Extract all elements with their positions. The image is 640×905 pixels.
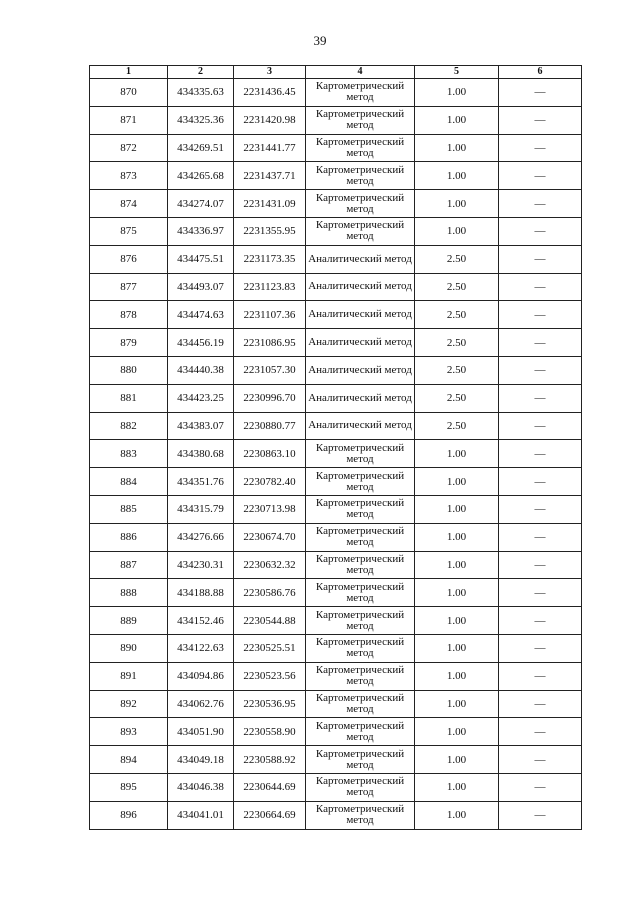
x-coordinate-cell: 434475.51 xyxy=(168,245,234,273)
table-row xyxy=(90,273,582,301)
accuracy-cell: 1.00 xyxy=(415,440,499,468)
table-row xyxy=(90,579,582,607)
method-cell: Картометрический метод xyxy=(306,607,415,635)
y-coordinate-cell: 2230544.88 xyxy=(234,607,306,635)
note-cell: — xyxy=(499,718,582,746)
y-coordinate-cell: 2230586.76 xyxy=(234,579,306,607)
table-row xyxy=(90,217,582,245)
note-cell: — xyxy=(499,523,582,551)
accuracy-cell: 1.00 xyxy=(415,801,499,829)
method-cell: Картометрический метод xyxy=(306,801,415,829)
accuracy-cell: 1.00 xyxy=(415,690,499,718)
accuracy-cell: 2.50 xyxy=(415,384,499,412)
table-row xyxy=(90,79,582,107)
method-cell: Картометрический метод xyxy=(306,106,415,134)
point-number-cell: 883 xyxy=(90,440,168,468)
point-number-cell: 877 xyxy=(90,273,168,301)
accuracy-cell: 1.00 xyxy=(415,718,499,746)
note-cell: — xyxy=(499,162,582,190)
table-row xyxy=(90,495,582,523)
note-cell: — xyxy=(499,384,582,412)
accuracy-cell: 1.00 xyxy=(415,607,499,635)
x-coordinate-cell: 434046.38 xyxy=(168,773,234,801)
table-row xyxy=(90,718,582,746)
point-number-cell: 876 xyxy=(90,245,168,273)
coordinates-table xyxy=(89,65,582,830)
note-cell: — xyxy=(499,801,582,829)
y-coordinate-cell: 2230525.51 xyxy=(234,634,306,662)
y-coordinate-cell: 2231107.36 xyxy=(234,301,306,329)
point-number-cell: 879 xyxy=(90,329,168,357)
x-coordinate-cell: 434122.63 xyxy=(168,634,234,662)
accuracy-cell: 2.50 xyxy=(415,412,499,440)
y-coordinate-cell: 2230588.92 xyxy=(234,746,306,774)
note-cell: — xyxy=(499,356,582,384)
y-coordinate-cell: 2230863.10 xyxy=(234,440,306,468)
table-row xyxy=(90,384,582,412)
y-coordinate-cell: 2231173.35 xyxy=(234,245,306,273)
accuracy-cell: 1.00 xyxy=(415,662,499,690)
x-coordinate-cell: 434493.07 xyxy=(168,273,234,301)
x-coordinate-cell: 434230.31 xyxy=(168,551,234,579)
note-cell: — xyxy=(499,412,582,440)
y-coordinate-cell: 2230782.40 xyxy=(234,468,306,496)
accuracy-cell: 1.00 xyxy=(415,190,499,218)
x-coordinate-cell: 434335.63 xyxy=(168,79,234,107)
x-coordinate-cell: 434380.68 xyxy=(168,440,234,468)
x-coordinate-cell: 434265.68 xyxy=(168,162,234,190)
table-body xyxy=(90,79,582,830)
point-number-cell: 886 xyxy=(90,523,168,551)
y-coordinate-cell: 2230644.69 xyxy=(234,773,306,801)
point-number-cell: 874 xyxy=(90,190,168,218)
method-cell: Картометрический метод xyxy=(306,440,415,468)
y-coordinate-cell: 2231355.95 xyxy=(234,217,306,245)
y-coordinate-cell: 2230664.69 xyxy=(234,801,306,829)
table-row xyxy=(90,801,582,829)
accuracy-cell: 1.00 xyxy=(415,134,499,162)
accuracy-cell: 2.50 xyxy=(415,356,499,384)
x-coordinate-cell: 434062.76 xyxy=(168,690,234,718)
header-cell-2: 2 xyxy=(168,66,234,79)
point-number-cell: 875 xyxy=(90,217,168,245)
accuracy-cell: 1.00 xyxy=(415,79,499,107)
accuracy-cell: 1.00 xyxy=(415,579,499,607)
method-cell: Картометрический метод xyxy=(306,579,415,607)
table-row xyxy=(90,662,582,690)
accuracy-cell: 1.00 xyxy=(415,551,499,579)
method-cell: Картометрический метод xyxy=(306,523,415,551)
accuracy-cell: 1.00 xyxy=(415,634,499,662)
table-row xyxy=(90,634,582,662)
y-coordinate-cell: 2231123.83 xyxy=(234,273,306,301)
point-number-cell: 870 xyxy=(90,79,168,107)
note-cell: — xyxy=(499,551,582,579)
y-coordinate-cell: 2231086.95 xyxy=(234,329,306,357)
y-coordinate-cell: 2231441.77 xyxy=(234,134,306,162)
method-cell: Картометрический метод xyxy=(306,746,415,774)
y-coordinate-cell: 2230880.77 xyxy=(234,412,306,440)
point-number-cell: 871 xyxy=(90,106,168,134)
table-row xyxy=(90,134,582,162)
x-coordinate-cell: 434274.07 xyxy=(168,190,234,218)
accuracy-cell: 1.00 xyxy=(415,523,499,551)
note-cell: — xyxy=(499,106,582,134)
note-cell: — xyxy=(499,134,582,162)
y-coordinate-cell: 2230996.70 xyxy=(234,384,306,412)
note-cell: — xyxy=(499,79,582,107)
header-cell-1: 1 xyxy=(90,66,168,79)
accuracy-cell: 1.00 xyxy=(415,468,499,496)
accuracy-cell: 1.00 xyxy=(415,773,499,801)
y-coordinate-cell: 2230523.56 xyxy=(234,662,306,690)
table-header-row xyxy=(90,66,582,79)
accuracy-cell: 1.00 xyxy=(415,746,499,774)
method-cell: Картометрический метод xyxy=(306,551,415,579)
note-cell: — xyxy=(499,468,582,496)
x-coordinate-cell: 434474.63 xyxy=(168,301,234,329)
note-cell: — xyxy=(499,579,582,607)
point-number-cell: 885 xyxy=(90,495,168,523)
header-cell-3: 3 xyxy=(234,66,306,79)
point-number-cell: 888 xyxy=(90,579,168,607)
note-cell: — xyxy=(499,634,582,662)
point-number-cell: 881 xyxy=(90,384,168,412)
point-number-cell: 878 xyxy=(90,301,168,329)
method-cell: Картометрический метод xyxy=(306,468,415,496)
accuracy-cell: 1.00 xyxy=(415,106,499,134)
point-number-cell: 891 xyxy=(90,662,168,690)
header-cell-5: 5 xyxy=(415,66,499,79)
accuracy-cell: 1.00 xyxy=(415,495,499,523)
method-cell: Картометрический метод xyxy=(306,162,415,190)
x-coordinate-cell: 434051.90 xyxy=(168,718,234,746)
method-cell: Картометрический метод xyxy=(306,495,415,523)
table-row xyxy=(90,412,582,440)
method-cell: Аналитический метод xyxy=(306,273,415,301)
accuracy-cell: 2.50 xyxy=(415,245,499,273)
method-cell: Картометрический метод xyxy=(306,190,415,218)
method-cell: Аналитический метод xyxy=(306,356,415,384)
y-coordinate-cell: 2230713.98 xyxy=(234,495,306,523)
method-cell: Картометрический метод xyxy=(306,634,415,662)
table-row xyxy=(90,106,582,134)
y-coordinate-cell: 2231057.30 xyxy=(234,356,306,384)
point-number-cell: 873 xyxy=(90,162,168,190)
note-cell: — xyxy=(499,607,582,635)
note-cell: — xyxy=(499,690,582,718)
header-cell-6: 6 xyxy=(499,66,582,79)
table-row xyxy=(90,190,582,218)
point-number-cell: 884 xyxy=(90,468,168,496)
x-coordinate-cell: 434351.76 xyxy=(168,468,234,496)
point-number-cell: 880 xyxy=(90,356,168,384)
point-number-cell: 892 xyxy=(90,690,168,718)
y-coordinate-cell: 2231436.45 xyxy=(234,79,306,107)
table-row xyxy=(90,468,582,496)
method-cell: Картометрический метод xyxy=(306,217,415,245)
note-cell: — xyxy=(499,301,582,329)
y-coordinate-cell: 2230558.90 xyxy=(234,718,306,746)
table-row xyxy=(90,523,582,551)
x-coordinate-cell: 434276.66 xyxy=(168,523,234,551)
x-coordinate-cell: 434325.36 xyxy=(168,106,234,134)
table-row xyxy=(90,329,582,357)
table-row xyxy=(90,301,582,329)
table-row xyxy=(90,746,582,774)
x-coordinate-cell: 434315.79 xyxy=(168,495,234,523)
point-number-cell: 896 xyxy=(90,801,168,829)
y-coordinate-cell: 2231431.09 xyxy=(234,190,306,218)
note-cell: — xyxy=(499,440,582,468)
note-cell: — xyxy=(499,273,582,301)
x-coordinate-cell: 434188.88 xyxy=(168,579,234,607)
point-number-cell: 887 xyxy=(90,551,168,579)
method-cell: Картометрический метод xyxy=(306,79,415,107)
table-row xyxy=(90,607,582,635)
method-cell: Аналитический метод xyxy=(306,245,415,273)
method-cell: Аналитический метод xyxy=(306,329,415,357)
accuracy-cell: 1.00 xyxy=(415,162,499,190)
point-number-cell: 882 xyxy=(90,412,168,440)
x-coordinate-cell: 434456.19 xyxy=(168,329,234,357)
note-cell: — xyxy=(499,746,582,774)
table-row xyxy=(90,773,582,801)
note-cell: — xyxy=(499,662,582,690)
note-cell: — xyxy=(499,329,582,357)
x-coordinate-cell: 434383.07 xyxy=(168,412,234,440)
note-cell: — xyxy=(499,217,582,245)
x-coordinate-cell: 434440.38 xyxy=(168,356,234,384)
method-cell: Картометрический метод xyxy=(306,773,415,801)
accuracy-cell: 2.50 xyxy=(415,301,499,329)
method-cell: Картометрический метод xyxy=(306,690,415,718)
note-cell: — xyxy=(499,245,582,273)
x-coordinate-cell: 434041.01 xyxy=(168,801,234,829)
point-number-cell: 889 xyxy=(90,607,168,635)
x-coordinate-cell: 434336.97 xyxy=(168,217,234,245)
method-cell: Картометрический метод xyxy=(306,662,415,690)
table-row xyxy=(90,162,582,190)
header-cell-4: 4 xyxy=(306,66,415,79)
note-cell: — xyxy=(499,190,582,218)
method-cell: Аналитический метод xyxy=(306,301,415,329)
x-coordinate-cell: 434152.46 xyxy=(168,607,234,635)
point-number-cell: 890 xyxy=(90,634,168,662)
x-coordinate-cell: 434049.18 xyxy=(168,746,234,774)
point-number-cell: 872 xyxy=(90,134,168,162)
point-number-cell: 893 xyxy=(90,718,168,746)
table-row xyxy=(90,245,582,273)
method-cell: Аналитический метод xyxy=(306,384,415,412)
accuracy-cell: 2.50 xyxy=(415,273,499,301)
accuracy-cell: 2.50 xyxy=(415,329,499,357)
x-coordinate-cell: 434269.51 xyxy=(168,134,234,162)
y-coordinate-cell: 2230632.32 xyxy=(234,551,306,579)
x-coordinate-cell: 434423.25 xyxy=(168,384,234,412)
table-row xyxy=(90,690,582,718)
table-row xyxy=(90,356,582,384)
point-number-cell: 895 xyxy=(90,773,168,801)
method-cell: Картометрический метод xyxy=(306,718,415,746)
accuracy-cell: 1.00 xyxy=(415,217,499,245)
y-coordinate-cell: 2231437.71 xyxy=(234,162,306,190)
method-cell: Аналитический метод xyxy=(306,412,415,440)
y-coordinate-cell: 2230536.95 xyxy=(234,690,306,718)
x-coordinate-cell: 434094.86 xyxy=(168,662,234,690)
point-number-cell: 894 xyxy=(90,746,168,774)
table-row xyxy=(90,440,582,468)
y-coordinate-cell: 2230674.70 xyxy=(234,523,306,551)
note-cell: — xyxy=(499,773,582,801)
note-cell: — xyxy=(499,495,582,523)
method-cell: Картометрический метод xyxy=(306,134,415,162)
page-number: 39 xyxy=(313,33,327,48)
y-coordinate-cell: 2231420.98 xyxy=(234,106,306,134)
table-row xyxy=(90,551,582,579)
